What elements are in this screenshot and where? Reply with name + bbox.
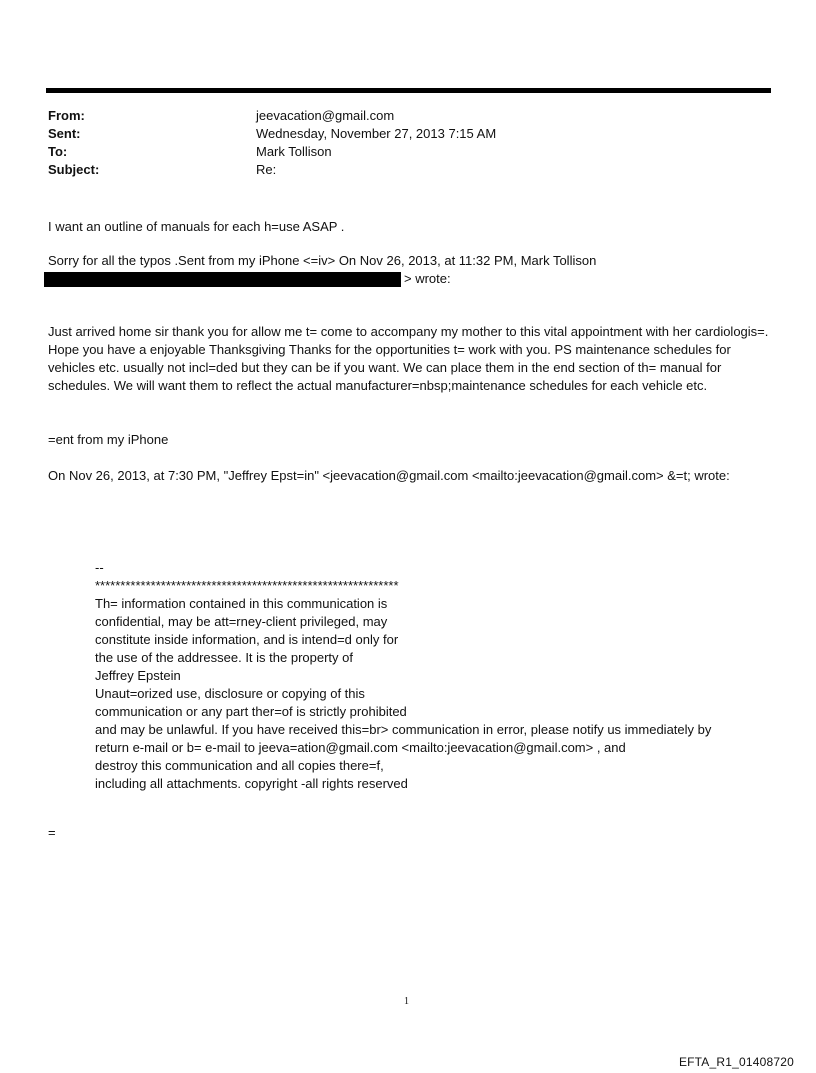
redaction-bar	[44, 272, 401, 287]
disclaimer-line: Th= information contained in this communication is	[95, 596, 388, 611]
bates-number: EFTA_R1_01408720	[678, 1055, 794, 1069]
disclaimer-stars: ************************************************************	[95, 578, 399, 593]
from-label: From:	[48, 108, 85, 123]
email-header	[48, 107, 496, 179]
disclaimer-line: Unaut=orized use, disclosure or copying of this	[95, 686, 365, 701]
header-rule	[46, 88, 771, 93]
body-paragraph: Just arrived home sir thank you for allow me t= come to accompany my mother to this vital appointment with her cardiologis=. Hope you have a enjoyable Thanksgiving Thanks for the opportunities t= work with you. PS maintenance schedules for vehicles etc. usually not incl=ded but they can be if you want. We can place them in the end section of th= manual for schedules. We will want them to reflect the actual manufacturer=nbsp;maintenance schedules for each vehicle etc.	[48, 324, 769, 393]
sent-from-line: =ent from my iPhone	[48, 432, 169, 447]
page-number: 1	[404, 996, 409, 1007]
disclaimer-line: Jeffrey Epstein	[95, 668, 181, 683]
subject-row	[48, 161, 496, 179]
subject-label: Subject:	[48, 162, 100, 177]
subject-value: Re:	[256, 162, 277, 177]
disclaimer-block	[95, 559, 711, 793]
quote-line: On Nov 26, 2013, at 7:30 PM, "Jeffrey Epst=in" <jeevacation@gmail.com <mailto:jeevacation@gmail.com> &=t; wrote:	[48, 468, 730, 483]
body-line-request: I want an outline of manuals for each h=use ASAP .	[48, 219, 345, 234]
disclaimer-line: return e-mail or b= e-mail to jeeva=ation@gmail.com <mailto:jeevacation@gmail.com> , and	[95, 740, 626, 755]
trailing-equals: =	[48, 825, 56, 840]
disclaimer-line: destroy this communication and all copies there=f,	[95, 758, 384, 773]
from-row	[48, 107, 496, 125]
disclaimer-line: and may be unlawful. If you have received this=br> communication in error, please notify us immediately by	[95, 722, 712, 737]
sent-row	[48, 125, 496, 143]
from-value: jeevacation@gmail.com	[256, 108, 395, 123]
disclaimer-line: including all attachments. copyright -all rights reserved	[95, 776, 408, 791]
to-row	[48, 143, 496, 161]
to-value: Mark Tollison	[256, 144, 332, 159]
to-label: To:	[48, 144, 68, 159]
disclaimer-line: communication or any part ther=of is strictly prohibited	[95, 704, 407, 719]
disclaimer-dashes: --	[95, 560, 104, 575]
body-line-typos: Sorry for all the typos .Sent from my iPhone <=iv> On Nov 26, 2013, at 11:32 PM, Mark Tollison	[48, 253, 597, 268]
sent-label: Sent:	[48, 126, 81, 141]
body-line-wrote: > wrote:	[404, 271, 451, 286]
disclaimer-line: constitute inside information, and is intend=d only for	[95, 632, 399, 647]
disclaimer-line: the use of the addressee. It is the property of	[95, 650, 353, 665]
sent-value: Wednesday, November 27, 2013 7:15 AM	[256, 126, 497, 141]
disclaimer-line: confidential, may be att=rney-client privileged, may	[95, 614, 388, 629]
